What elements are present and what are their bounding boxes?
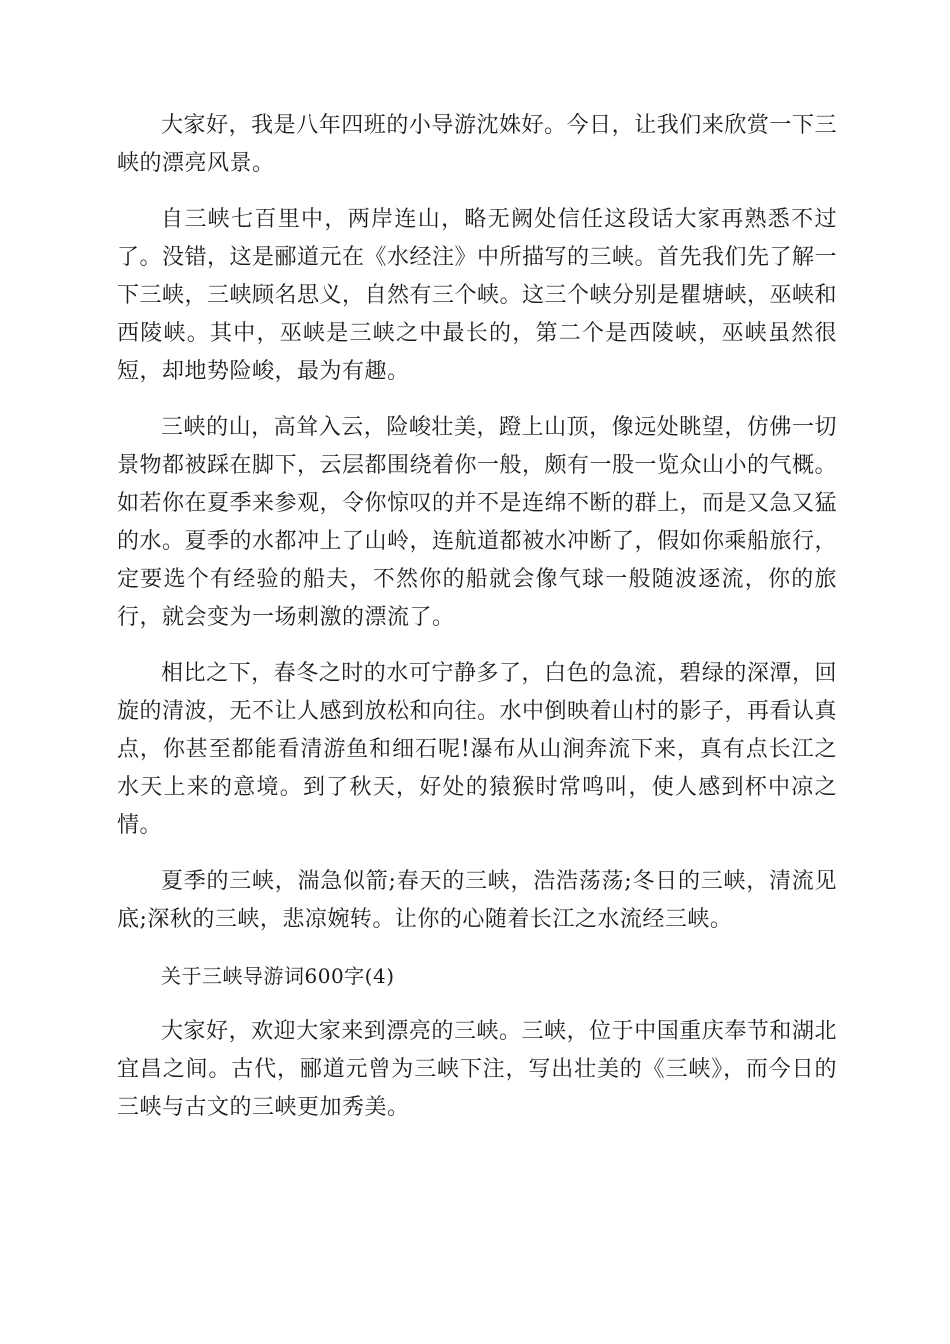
paragraph-three-gorges-overview: 自三峡七百里中，两岸连山，略无阙处信任这段话大家再熟悉不过了。没错，这是郦道元在《水经注》中所描写的三峡。首先我们先了解一下三峡，三峡顾名思义，自然有三个峡。这三个峡分别是瞿塘峡，巫峡和西陵峡。其中，巫峡是三峡之中最长的，第二个是西陵峡，巫峡虽然很短，却地势险峻，最为有趣。 xyxy=(117,207,838,384)
section-heading: 关于三峡导游词600字(4) xyxy=(161,964,395,988)
paragraph-intro: 大家好，我是八年四班的小导游沈姝好。今日，让我们来欣赏一下三峡的漂亮风景。 xyxy=(117,113,837,176)
document-body xyxy=(117,107,837,1145)
paragraph-mountains-summer: 三峡的山，高耸入云，险峻壮美，蹬上山顶，像远处眺望，仿佛一切景物都被踩在脚下，云层都围绕着你一般，颇有一股一览众山小的气概。如若你在夏季来参观，令你惊叹的并不是连绵不断的群上，而是又急又猛的水。夏季的水都冲上了山岭，连航道都被水冲断了，假如你乘船旅行，定要选个有经验的船夫，不然你的船就会像气球一般随波逐流，你的旅行，就会变为一场刺激的漂流了。 xyxy=(117,415,838,630)
paragraph-spring-winter: 相比之下，春冬之时的水可宁静多了，白色的急流，碧绿的深潭，回旋的清波，无不让人感到放松和向往。水中倒映着山村的影子，再看认真点，你甚至都能看清游鱼和细石呢!瀑布从山涧奔流下来，真有点长江之水天上来的意境。到了秋天，好处的猿猴时常鸣叫，使人感到杯中凉之情。 xyxy=(117,661,838,838)
paragraph-seasons-summary: 夏季的三峡，湍急似箭;春天的三峡，浩浩荡荡;冬日的三峡，清流见底;深秋的三峡，悲凉婉转。让你的心随着长江之水流经三峡。 xyxy=(117,869,837,932)
paragraph-welcome: 大家好，欢迎大家来到漂亮的三峡。三峡，位于中国重庆奉节和湖北宜昌之间。古代，郦道元曾为三峡下注，写出壮美的《三峡》，而今日的三峡与古文的三峡更加秀美。 xyxy=(117,1019,837,1120)
